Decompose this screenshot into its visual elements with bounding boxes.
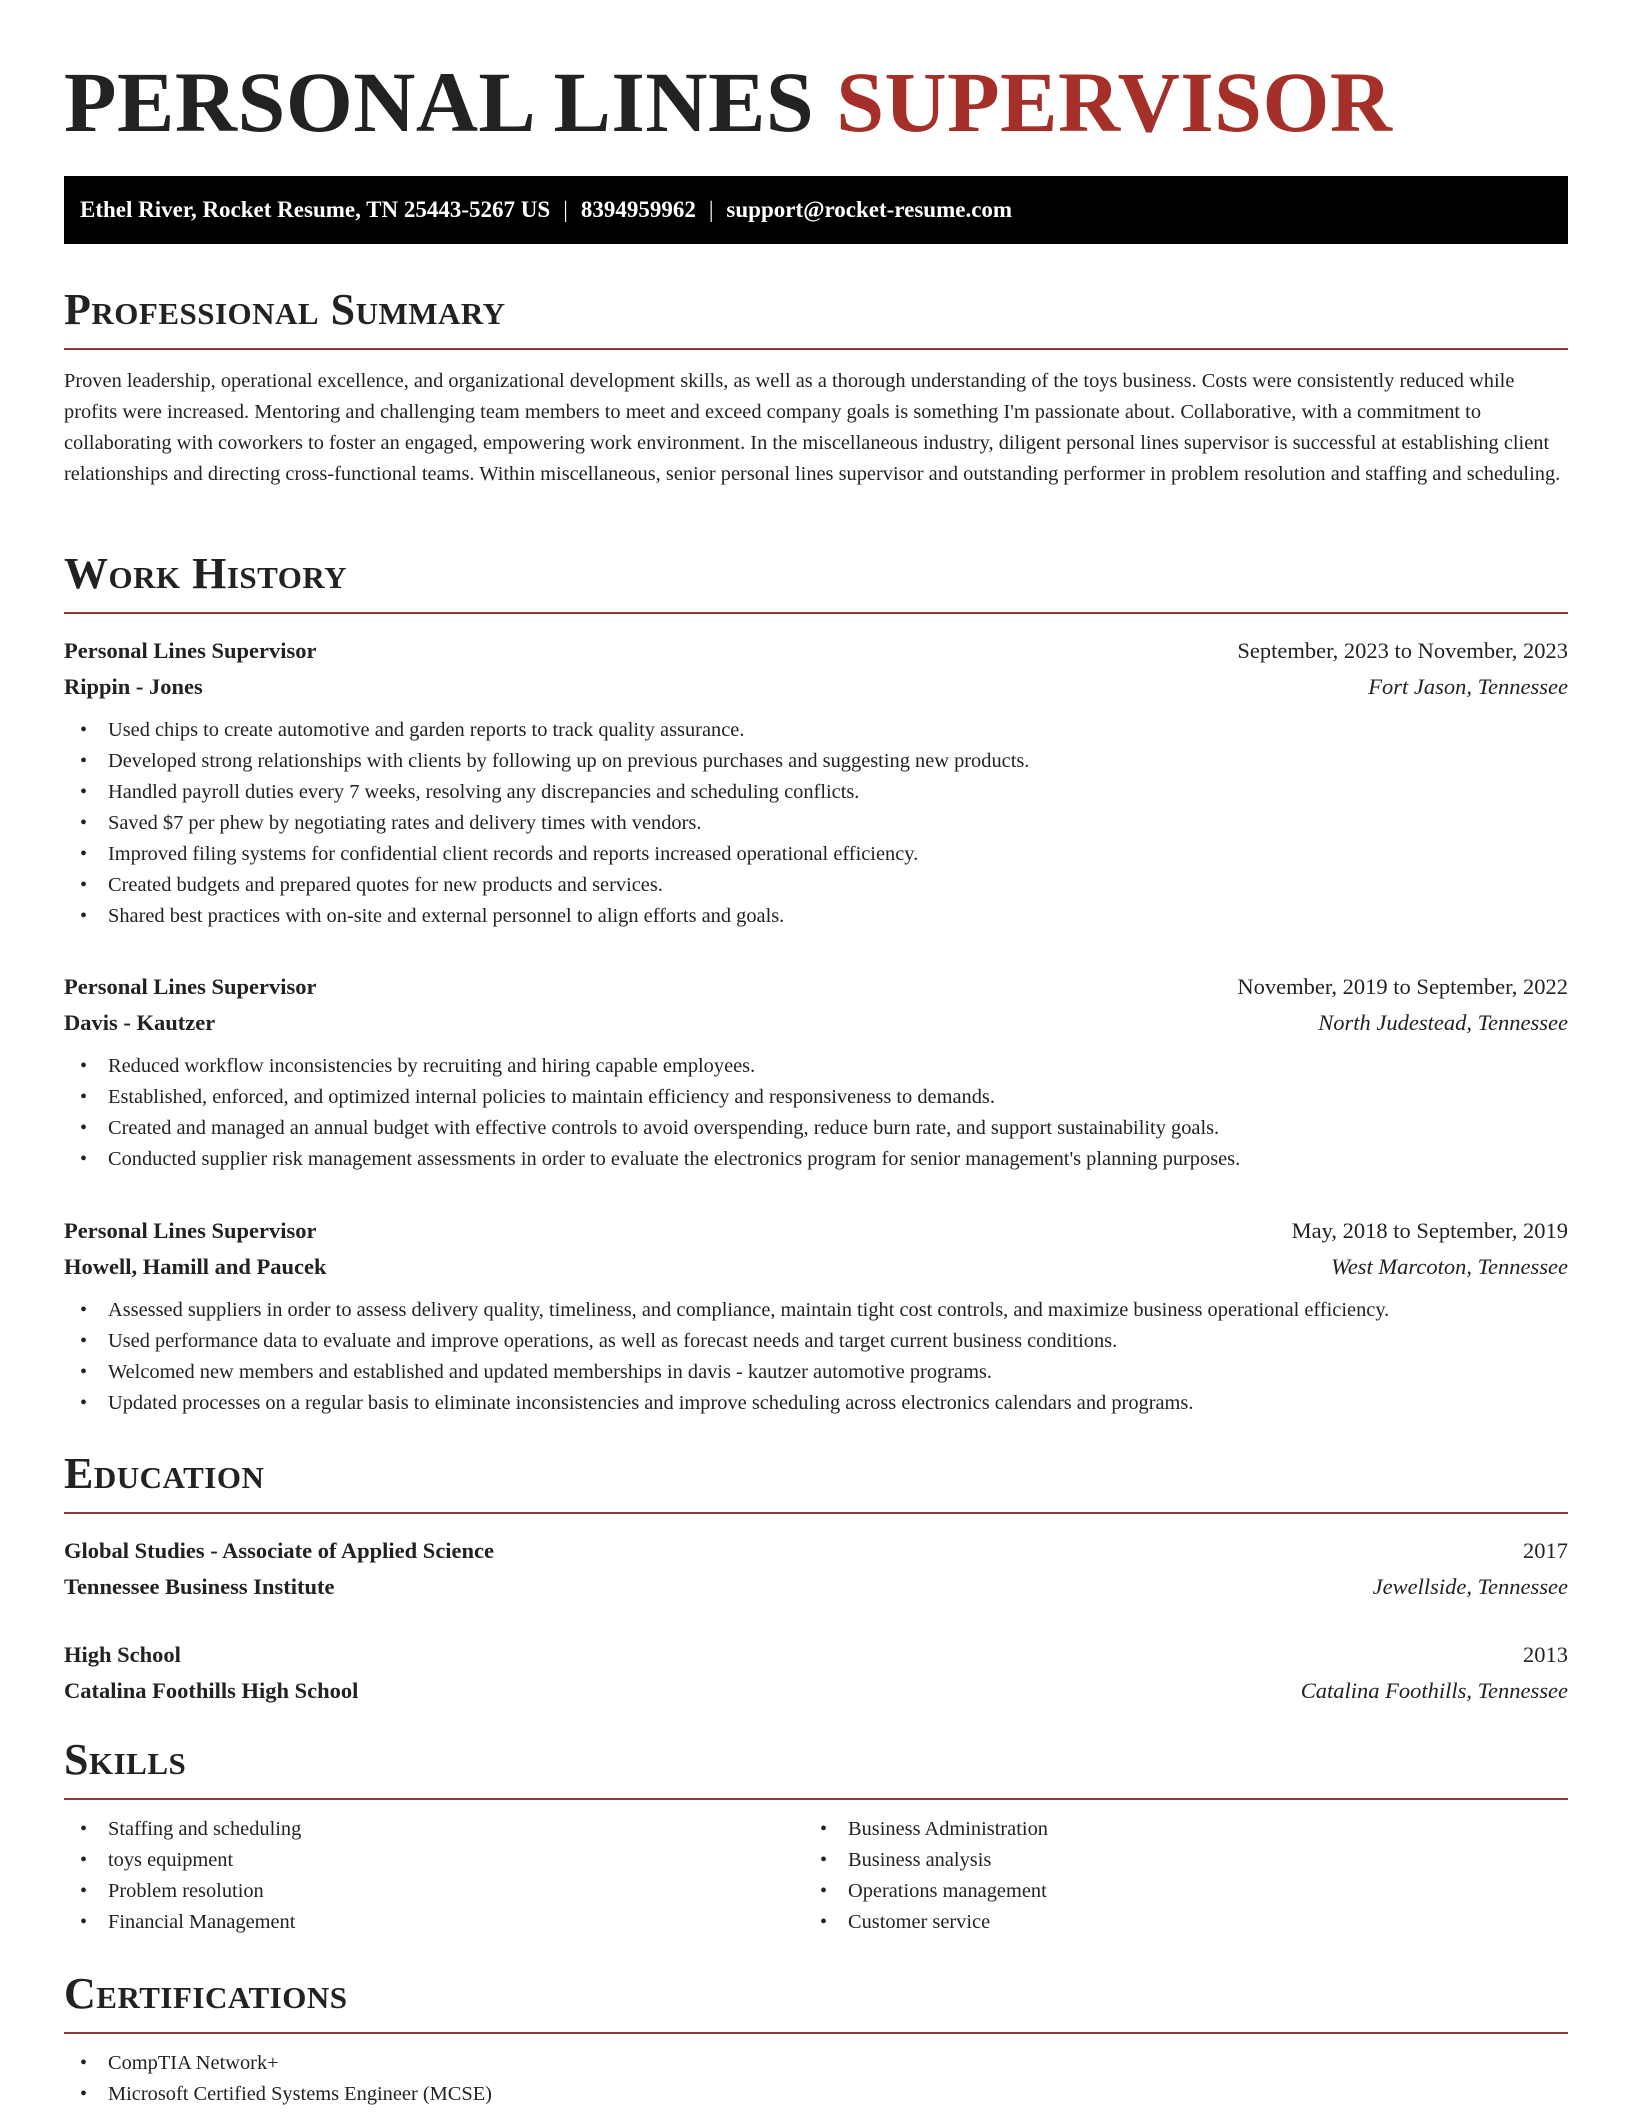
- skills-column-right: [804, 1814, 1544, 1938]
- summary-section: [64, 285, 1568, 490]
- job-location: North Judestead, Tennessee: [1318, 1010, 1568, 1035]
- education-section: [64, 1449, 1568, 1514]
- job-header-row: [64, 1213, 1568, 1249]
- job-bullet: • Used chips to create automotive and garden reports to track quality assurance.: [64, 715, 1568, 746]
- resume-title: [64, 0, 1568, 150]
- work-history-section: [64, 549, 1568, 614]
- certification-item: • CompTIA Network+: [64, 2048, 1568, 2079]
- section-title-skills: Skills: [64, 1735, 1568, 1800]
- contact-email[interactable]: support@rocket-resume.com: [726, 197, 1013, 222]
- job-role: Personal Lines Supervisor: [64, 1218, 317, 1243]
- skill-item: • Staffing and scheduling: [64, 1814, 804, 1845]
- job-bullet: • Welcomed new members and established and updated memberships in davis - kautzer automotive programs.: [64, 1357, 1568, 1388]
- job-company-row: [64, 1005, 1568, 1041]
- job-company-row: [64, 1249, 1568, 1285]
- job-bullet: • Used performance data to evaluate and improve operations, as well as forecast needs and target current business conditions.: [64, 1326, 1568, 1357]
- contact-separator: |: [708, 197, 714, 222]
- skills-section: [64, 1735, 1568, 1938]
- education-school-row: [64, 1673, 1568, 1709]
- skill-item: • Problem resolution: [64, 1876, 804, 1907]
- education-location: Catalina Foothills, Tennessee: [1300, 1678, 1568, 1703]
- section-title-education: Education: [64, 1449, 1568, 1514]
- education-header-row: [64, 1533, 1568, 1569]
- job-bullet: • Handled payroll duties every 7 weeks, resolving any discrepancies and scheduling conflicts.: [64, 777, 1568, 808]
- certification-item: • Microsoft Certified Systems Engineer (MCSE): [64, 2079, 1568, 2110]
- education-school-row: [64, 1569, 1568, 1605]
- job-bullet: • Shared best practices with on-site and external personnel to align efforts and goals.: [64, 901, 1568, 932]
- education-entry: [64, 1637, 1568, 1709]
- job-bullet: • Updated processes on a regular basis to eliminate inconsistencies and improve scheduling across electronics calendars and programs.: [64, 1388, 1568, 1419]
- skill-item: • Operations management: [804, 1876, 1544, 1907]
- job-bullet: • Assessed suppliers in order to assess delivery quality, timeliness, and compliance, maintain tight cost controls, and maximize business operational efficiency.: [64, 1295, 1568, 1326]
- job-bullet: • Created budgets and prepared quotes for new products and services.: [64, 870, 1568, 901]
- education-school: Catalina Foothills High School: [64, 1678, 359, 1703]
- job-bullet: • Reduced workflow inconsistencies by recruiting and hiring capable employees.: [64, 1051, 1568, 1082]
- job-header-row: [64, 969, 1568, 1005]
- contact-bar: [64, 176, 1568, 244]
- skill-item: • Business analysis: [804, 1845, 1544, 1876]
- job-dates: September, 2023 to November, 2023: [1237, 638, 1568, 663]
- job-dates: November, 2019 to September, 2022: [1237, 974, 1568, 999]
- section-title-certifications: Certifications: [64, 1969, 1568, 2034]
- job-bullets: [64, 715, 1568, 932]
- job-dates: May, 2018 to September, 2019: [1291, 1218, 1568, 1243]
- education-entry: [64, 1533, 1568, 1605]
- education-degree: High School: [64, 1642, 181, 1667]
- job-bullet: • Established, enforced, and optimized internal policies to maintain efficiency and responsiveness to demands.: [64, 1082, 1568, 1113]
- education-header-row: [64, 1637, 1568, 1673]
- skill-item: • Financial Management: [64, 1907, 804, 1938]
- job-company: Rippin - Jones: [64, 674, 203, 699]
- education-school: Tennessee Business Institute: [64, 1574, 335, 1599]
- job-header-row: [64, 633, 1568, 669]
- certifications-list: [64, 2048, 1568, 2110]
- job-entry: [64, 633, 1568, 932]
- job-bullets: [64, 1051, 1568, 1175]
- section-title-work-history: Work History: [64, 549, 1568, 614]
- job-entry: [64, 969, 1568, 1175]
- job-location: Fort Jason, Tennessee: [1368, 674, 1568, 699]
- job-bullet: • Conducted supplier risk management assessments in order to evaluate the electronics program for senior management's planning purposes.: [64, 1144, 1568, 1175]
- skills-column-left: [64, 1814, 804, 1938]
- job-role: Personal Lines Supervisor: [64, 638, 317, 663]
- education-year: 2017: [1523, 1538, 1568, 1563]
- contact-address: Ethel River, Rocket Resume, TN 25443-5267 US: [80, 197, 551, 222]
- job-role: Personal Lines Supervisor: [64, 974, 317, 999]
- section-title-summary: Professional Summary: [64, 285, 1568, 350]
- skill-item: • toys equipment: [64, 1845, 804, 1876]
- skill-item: • Customer service: [804, 1907, 1544, 1938]
- job-bullet: • Saved $7 per phew by negotiating rates and delivery times with vendors.: [64, 808, 1568, 839]
- education-location: Jewellside, Tennessee: [1372, 1574, 1568, 1599]
- contact-separator: |: [563, 197, 568, 222]
- job-entry: [64, 1213, 1568, 1419]
- title-main: PERSONAL LINES: [64, 54, 815, 150]
- job-bullet: • Improved filing systems for confidential client records and reports increased operational efficiency.: [64, 839, 1568, 870]
- contact-phone: 8394959962: [580, 197, 696, 222]
- skill-item: • Business Administration: [804, 1814, 1544, 1845]
- education-degree: Global Studies - Associate of Applied Science: [64, 1538, 495, 1563]
- job-company: Howell, Hamill and Paucek: [64, 1254, 327, 1279]
- education-year: 2013: [1523, 1642, 1568, 1667]
- job-bullet: • Developed strong relationships with clients by following up on previous purchases and suggesting new products.: [64, 746, 1568, 777]
- certifications-section: [64, 1969, 1568, 2110]
- title-accent: SUPERVISOR: [836, 54, 1393, 150]
- job-location: West Marcoton, Tennessee: [1331, 1254, 1568, 1279]
- job-company: Davis - Kautzer: [64, 1010, 216, 1035]
- skills-grid: [64, 1814, 1568, 1938]
- job-company-row: [64, 669, 1568, 705]
- summary-text: Proven leadership, operational excellence, and organizational development skills, as well as a thorough understanding of the toys business. Costs were consistently reduced while profits were increased. Mentoring and challenging team members to meet and exceed company goals is something I'm passionate about. Collaborative, with a commitment to collaborating with coworkers to foster an engaged, empowering work environment. In the miscellaneous industry, diligent personal lines supervisor is successful at establishing client relationships and directing cross-functional teams. Within miscellaneous, senior personal lines supervisor and outstanding performer in problem resolution and staffing and scheduling.: [64, 370, 1561, 485]
- job-bullets: [64, 1295, 1568, 1419]
- job-bullet: • Created and managed an annual budget with effective controls to avoid overspending, reduce burn rate, and support sustainability goals.: [64, 1113, 1568, 1144]
